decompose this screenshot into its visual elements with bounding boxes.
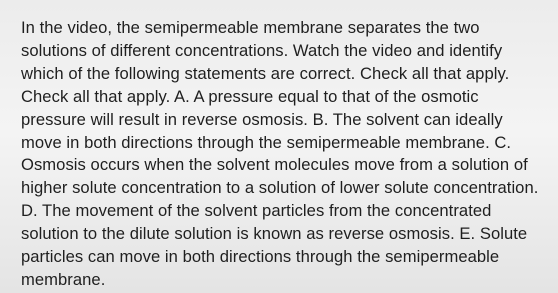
question-text: In the video, the semipermeable membrane separates the two solutions of different concentrations. Watch the video and identify which of the following statements are correct. Check all that apply. Check all that apply. A. A pressure equal to that of the osmotic pressure will result in reverse osmosis. B. The solvent can ideally move in both directions through the semipermeable membrane. C. Osmosis occurs when the solvent molecules move from a solution of higher solute concentration to a solution of lower solute concentration. D. The movement of the solvent particles from the concentrated solution to the dilute solution is known as reverse osmosis. E. Solute particles can move in both directions through the semipermeable membrane.: [21, 18, 539, 289]
